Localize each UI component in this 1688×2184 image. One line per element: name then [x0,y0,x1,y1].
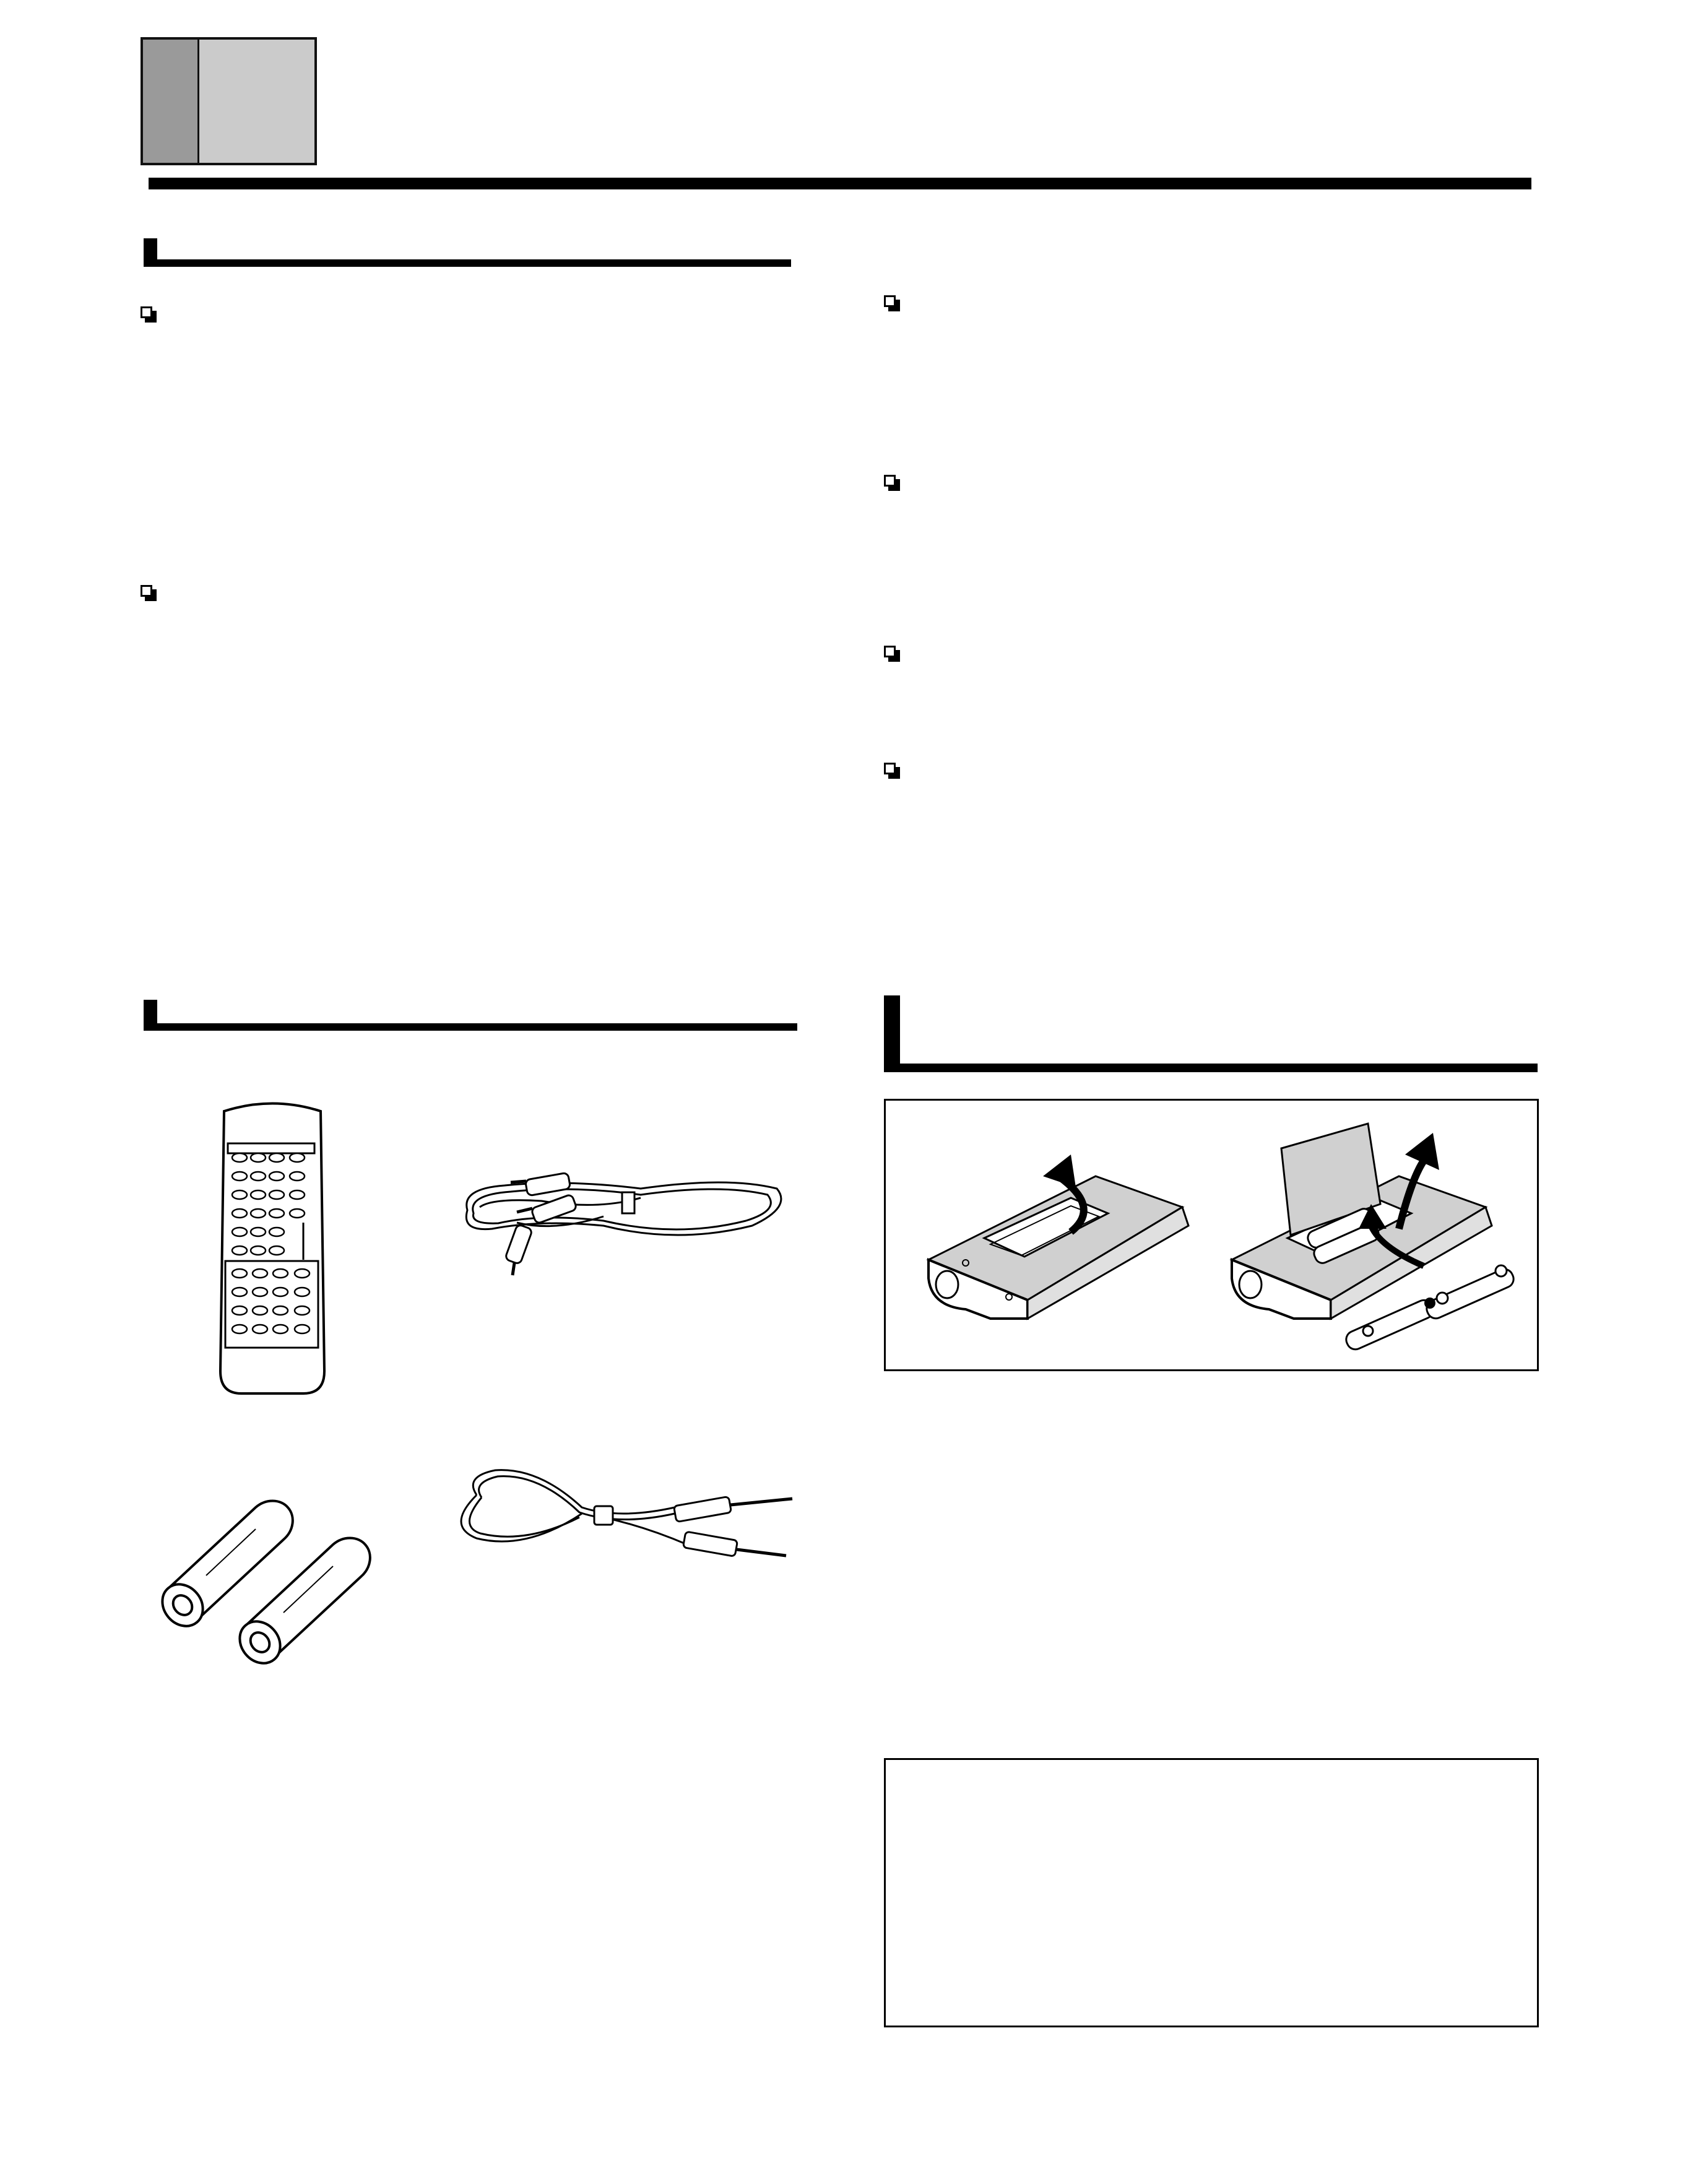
section-heading-battery [884,995,1538,1072]
remote-control-icon [210,1099,334,1402]
section-heading-left-top [144,238,791,267]
rca-audio-cable-icon [455,1151,789,1275]
header-rule [149,178,1531,189]
checkbox-bullet [141,585,157,601]
chapter-tab-light [199,37,317,165]
note-box [884,1758,1539,2027]
stereo-mini-plug-cable-icon [439,1458,799,1566]
chapter-tab-dark [141,37,199,165]
checkbox-bullet [884,646,900,662]
section-heading-accessories [144,1000,797,1031]
insert-batteries-icon [1219,1111,1529,1359]
aa-batteries-icon [150,1495,392,1656]
open-battery-cover-icon [916,1139,1207,1325]
checkbox-bullet [884,475,900,491]
checkbox-bullet [884,763,900,779]
checkbox-bullet [141,306,157,323]
checkbox-bullet [884,295,900,311]
